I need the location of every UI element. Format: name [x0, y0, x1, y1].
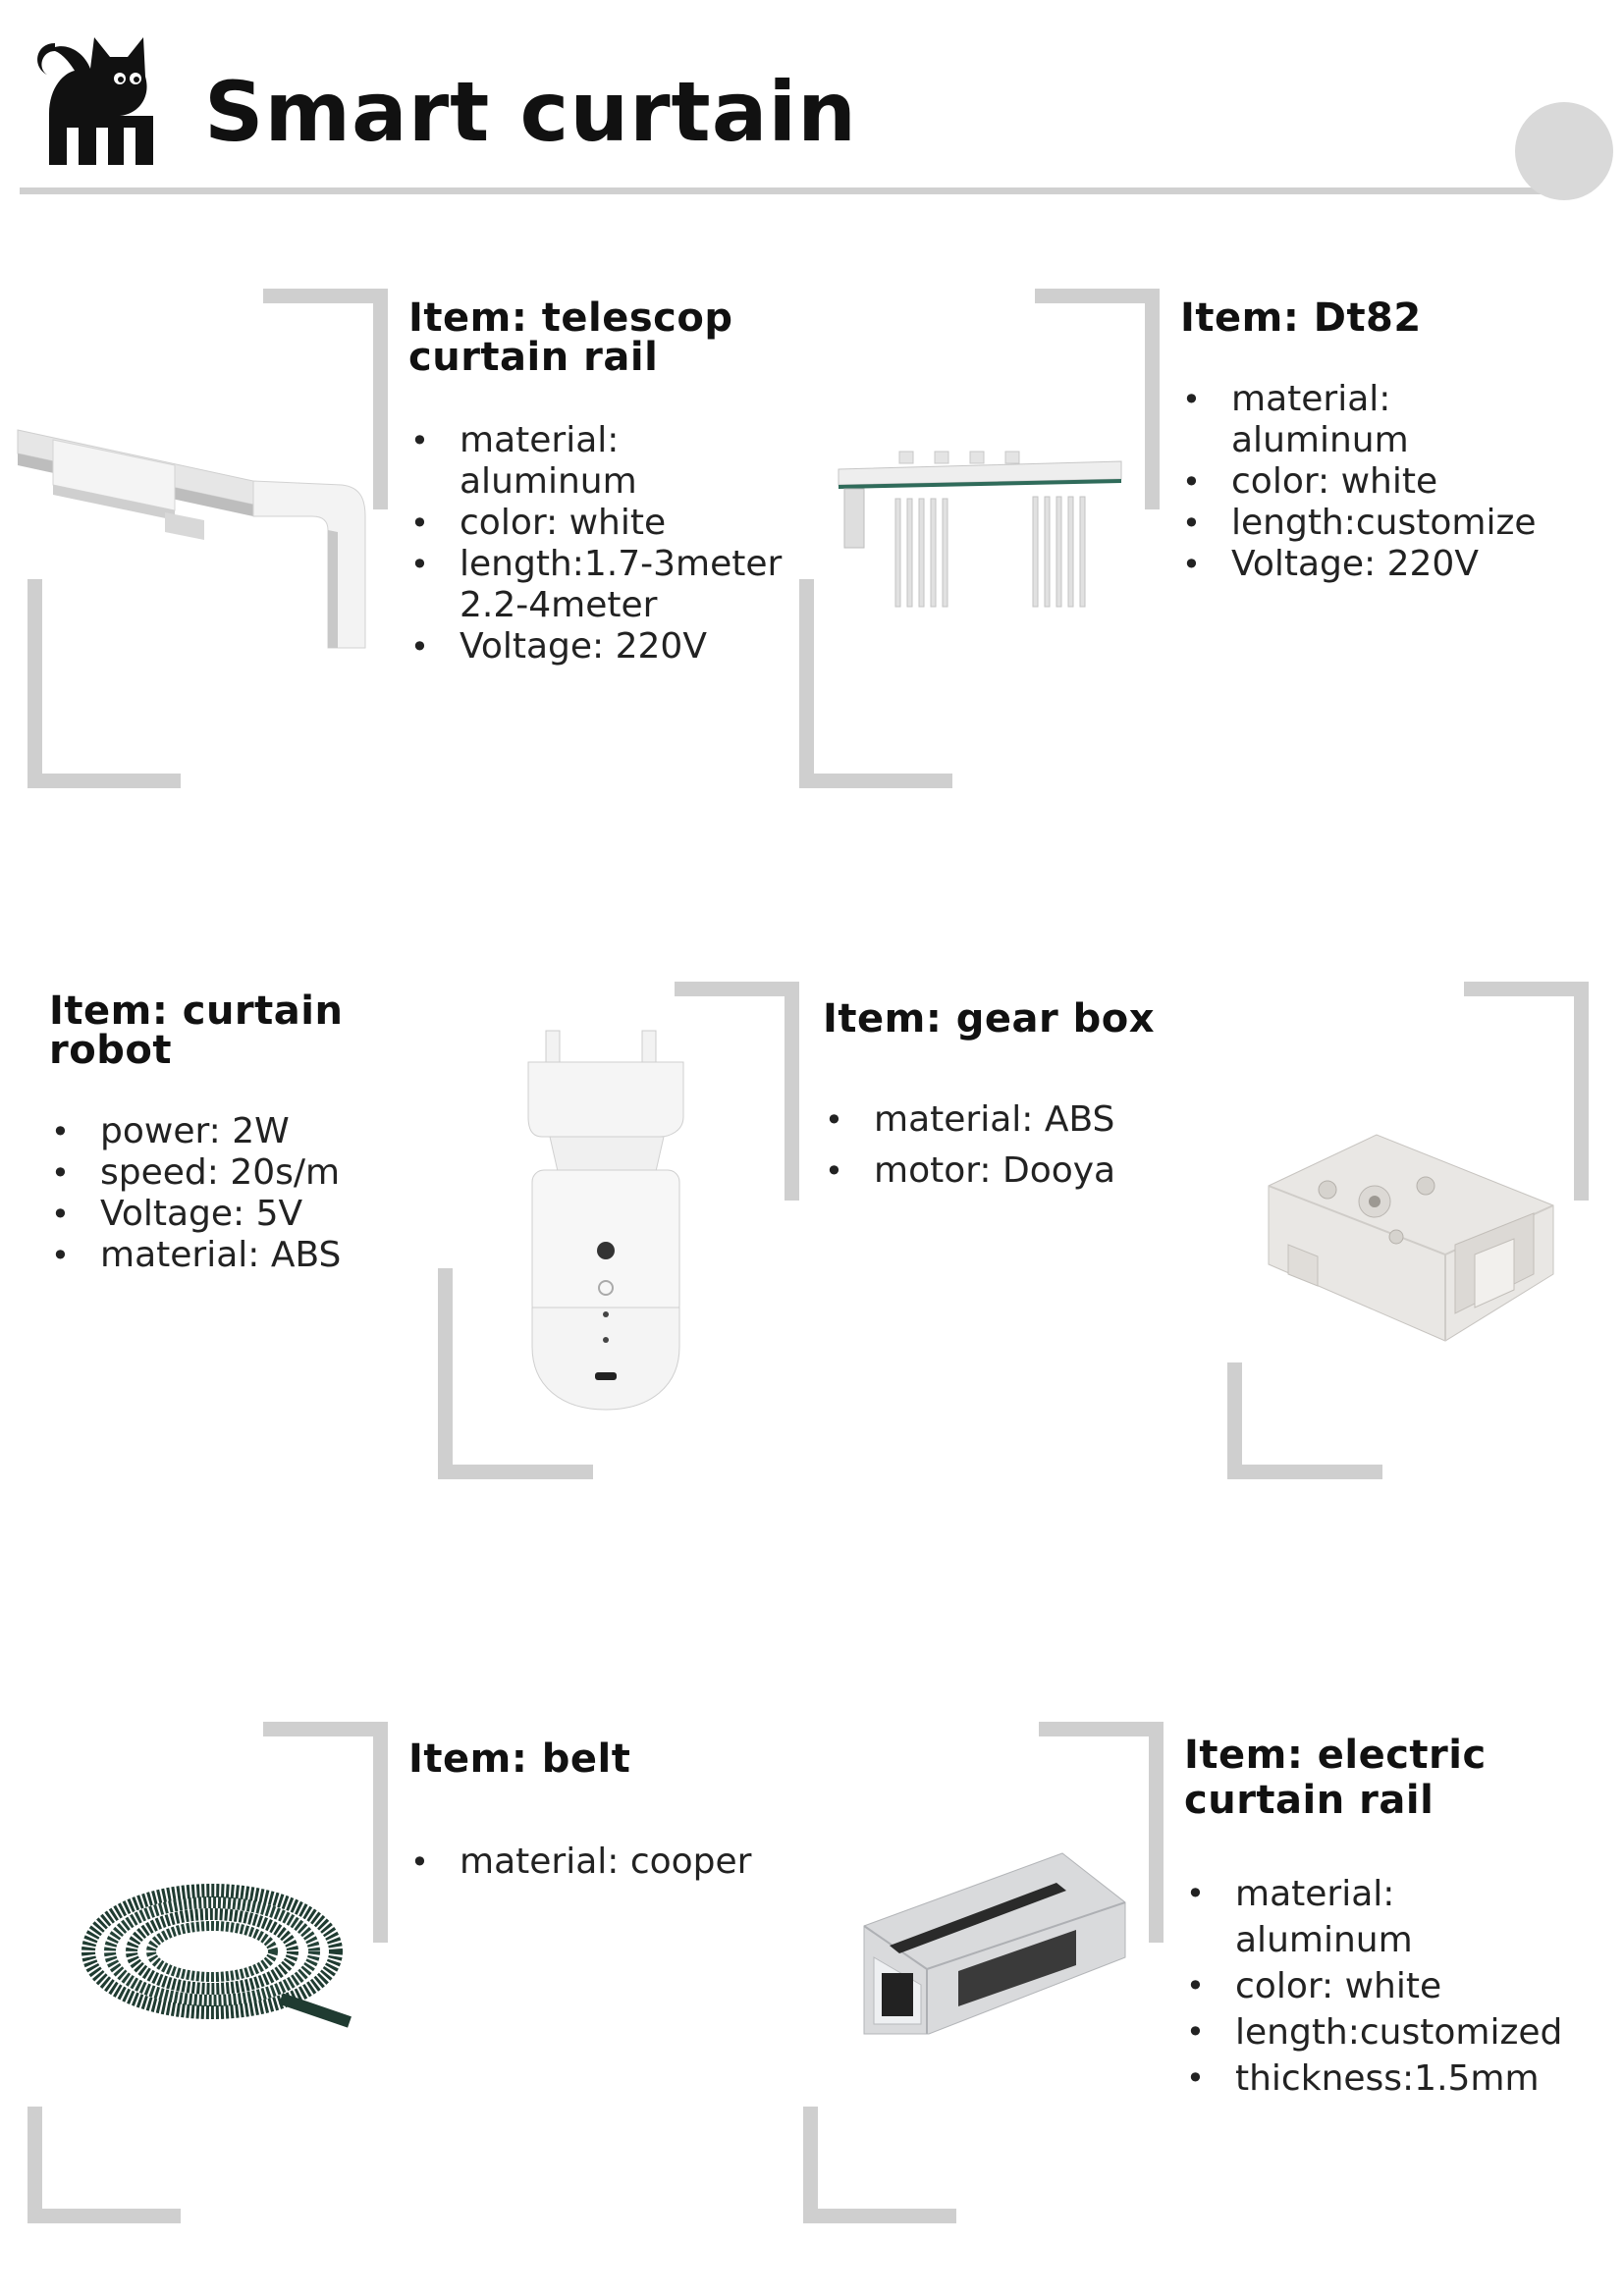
spec-item: • Voltage: 5V	[49, 1194, 341, 1235]
belt-photo	[84, 1883, 359, 2040]
spec-list	[49, 1111, 341, 1276]
spec-item-continued: aluminum	[460, 461, 637, 502]
frame-bracket	[438, 1268, 453, 1479]
item-title	[49, 988, 344, 1073]
item-title-line: Item: belt	[408, 1736, 631, 1782]
item-title-line: curtain rail	[408, 335, 659, 380]
frame-bracket	[785, 982, 799, 1201]
item-title-line: Item: Dt82	[1180, 295, 1422, 341]
frame-bracket	[438, 1465, 593, 1479]
item-title	[408, 1736, 631, 1782]
spec-item: • length:customize	[1180, 503, 1537, 544]
spec-list	[1184, 1871, 1562, 2102]
frame-bracket	[1464, 982, 1589, 996]
spec-item: • color: white	[408, 503, 782, 544]
frame-bracket	[1149, 1722, 1164, 1943]
frame-bracket	[1227, 1465, 1382, 1479]
curtain-robot-photo	[522, 1023, 689, 1419]
frame-bracket	[803, 2107, 818, 2222]
frame-bracket	[1574, 982, 1589, 1201]
spec-item: • motor: Dooya	[823, 1150, 1115, 1192]
item-title	[823, 996, 1156, 1041]
spec-item: • material:	[1184, 1871, 1562, 1917]
item-title	[1180, 295, 1422, 341]
frame-bracket	[373, 1722, 388, 1943]
header-circle-decoration	[1515, 102, 1613, 200]
spec-list	[408, 420, 782, 667]
spec-item: • length:1.7-3meter	[408, 544, 782, 585]
frame-bracket	[803, 2209, 956, 2223]
frame-bracket	[27, 2209, 181, 2223]
frame-bracket	[799, 579, 814, 788]
frame-bracket	[675, 982, 799, 996]
item-title-line: curtain rail	[1184, 1778, 1435, 1823]
spec-list	[1180, 379, 1537, 585]
aluminum-rail-profile-photo	[860, 1847, 1129, 2044]
spec-item: • speed: 20s/m	[49, 1152, 341, 1194]
spec-item: • material: ABS	[823, 1099, 1115, 1141]
dt82-track-photo	[837, 440, 1131, 616]
frame-bracket	[1227, 1362, 1242, 1479]
item-title-line: Item: electric	[1184, 1733, 1487, 1778]
frame-bracket	[1035, 289, 1160, 303]
spec-item: • Voltage: 220V	[408, 626, 782, 667]
item-title-line: robot	[49, 1028, 172, 1073]
header-divider	[20, 187, 1551, 194]
spec-item: • color: white	[1180, 461, 1537, 503]
item-title-line: Item: telescop	[408, 295, 733, 341]
item-title	[408, 295, 733, 380]
spec-item-continued: 2.2-4meter	[460, 585, 658, 625]
item-title-line: Item: curtain	[49, 988, 344, 1034]
telescopic-rail-photo	[18, 422, 381, 648]
spec-list	[823, 1099, 1115, 1201]
frame-bracket	[799, 774, 952, 788]
frame-bracket	[263, 289, 388, 303]
spec-item-continued: aluminum	[1231, 420, 1409, 460]
spec-item-continued: aluminum	[1235, 1920, 1413, 1960]
page-title: Smart curtain	[204, 64, 857, 160]
item-title-line: Item: gear box	[823, 996, 1156, 1041]
frame-bracket	[1145, 289, 1160, 509]
spec-item: • material: ABS	[49, 1235, 341, 1276]
spec-item: • thickness:1.5mm	[1184, 2056, 1562, 2102]
spec-item: • material:	[1180, 379, 1537, 420]
frame-bracket	[27, 2107, 42, 2222]
spec-item: • power: 2W	[49, 1111, 341, 1152]
gear-box-photo	[1259, 1127, 1559, 1353]
spec-item: • material:	[408, 420, 782, 461]
spec-item: • length:customized	[1184, 2009, 1562, 2056]
spec-item: • color: white	[1184, 1963, 1562, 2009]
frame-bracket	[27, 774, 181, 788]
frame-bracket	[263, 1722, 388, 1736]
spec-item: • Voltage: 220V	[1180, 544, 1537, 585]
spec-list	[408, 1842, 751, 1883]
cat-logo-icon	[26, 18, 183, 175]
spec-item: • material: cooper	[408, 1842, 751, 1883]
frame-bracket	[1039, 1722, 1164, 1736]
item-title	[1184, 1733, 1487, 1823]
